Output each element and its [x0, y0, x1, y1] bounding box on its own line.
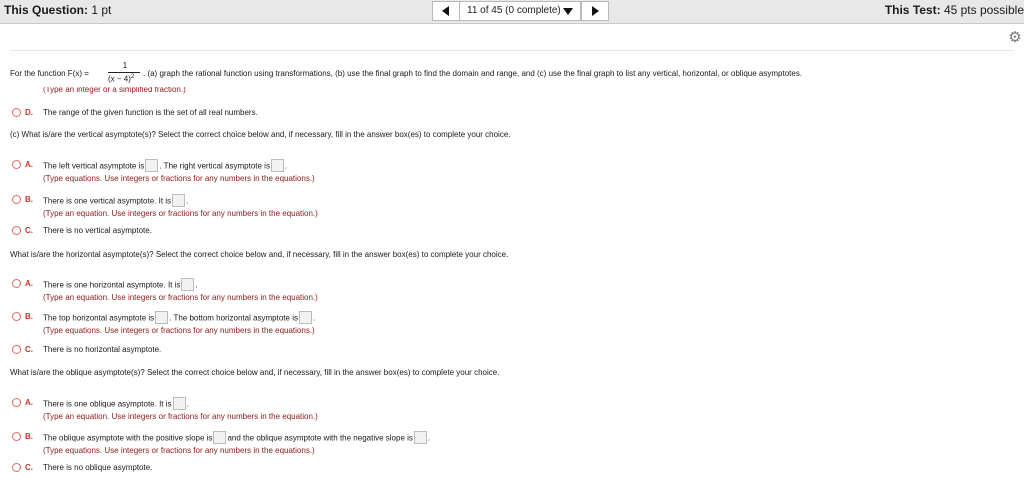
fraction-numerator: 1: [122, 61, 128, 70]
option-text: There is one oblique asymptote. It is .: [43, 398, 189, 411]
option-letter: C.: [25, 463, 33, 472]
dropdown-arrow-icon: [563, 8, 573, 15]
radio-vertical-b[interactable]: [12, 195, 21, 204]
option-text: There is one vertical asymptote. It is .: [43, 195, 188, 208]
option-text: The oblique asymptote with the positive slope is and the oblique asymptote with the negative slope is .: [43, 432, 430, 445]
radio-oblique-b[interactable]: [12, 432, 21, 441]
answer-hint: (Type equations. Use integers or fractions for any numbers in the equations.): [43, 326, 315, 335]
option-text: The left vertical asymptote is . The right vertical asymptote is .: [43, 160, 287, 173]
answer-hint-partial: (Type an integer or a simplified fraction.): [43, 87, 186, 94]
question-label: This Question:: [4, 3, 88, 17]
radio-horizontal-c[interactable]: [12, 345, 21, 354]
option-letter: B.: [25, 312, 33, 321]
fraction-bar: [108, 72, 140, 73]
radio-vertical-a[interactable]: [12, 160, 21, 169]
radio-range-d[interactable]: [12, 108, 21, 117]
option-text: There is no oblique asymptote.: [43, 463, 153, 472]
progress-text: 11 of 45 (0 complete): [467, 5, 561, 16]
fraction-denominator: $(x - 4)^2$: [108, 74, 135, 84]
vertical-asymptote-input[interactable]: [172, 194, 185, 207]
horizontal-asymptote-input[interactable]: [181, 278, 194, 291]
radio-vertical-c[interactable]: [12, 226, 21, 235]
option-letter: C.: [25, 226, 33, 235]
question-selector[interactable]: [459, 1, 581, 21]
previous-question-button[interactable]: [432, 1, 460, 21]
next-question-button[interactable]: [581, 1, 609, 21]
gear-icon[interactable]: ⚙: [1008, 29, 1022, 46]
option-letter: C.: [25, 345, 33, 354]
option-text: The range of the given function is the set of all real numbers.: [43, 108, 258, 117]
radio-oblique-c[interactable]: [12, 463, 21, 472]
vertical-asymptote-question: (c) What is/are the vertical asymptote(s)? Select the correct choice below and, if necessary, fill in the answer box(es) to complete your choice.: [10, 130, 511, 139]
option-text: There is no horizontal asymptote.: [43, 345, 162, 354]
prompt-lead: For the function F(x) =: [10, 69, 89, 78]
right-vertical-asymptote-input[interactable]: [271, 159, 284, 172]
positive-slope-asymptote-input[interactable]: [213, 431, 226, 444]
question-points-value: 1 pt: [91, 3, 112, 17]
radio-horizontal-b[interactable]: [12, 312, 21, 321]
option-letter: B.: [25, 432, 33, 441]
radio-horizontal-a[interactable]: [12, 279, 21, 288]
option-text: There is no vertical asymptote.: [43, 226, 152, 235]
answer-hint: (Type equations. Use integers or fractions for any numbers in the equations.): [43, 174, 315, 183]
prompt-text: . (a) graph the rational function using transformations, (b) use the final graph to find the domain and range, and (c) use the final graph to list any vertical, horizontal, or oblique asymptotes.: [143, 69, 803, 78]
answer-hint: (Type equations. Use integers or fractions for any numbers in the equations.): [43, 446, 315, 455]
arrow-right-icon: [592, 6, 599, 16]
arrow-left-icon: [442, 6, 449, 16]
option-letter: B.: [25, 195, 33, 204]
top-bar: [0, 0, 1024, 24]
option-letter: A.: [25, 160, 33, 169]
test-points-value: 45 pts possible: [943, 3, 1024, 17]
left-vertical-asymptote-input[interactable]: [145, 159, 158, 172]
negative-slope-asymptote-input[interactable]: [414, 431, 427, 444]
option-text: The top horizontal asymptote is . The bottom horizontal asymptote is .: [43, 312, 315, 325]
answer-hint: (Type an equation. Use integers or fractions for any numbers in the equation.): [43, 293, 318, 302]
option-text: There is one horizontal asymptote. It is .: [43, 279, 198, 292]
radio-oblique-a[interactable]: [12, 398, 21, 407]
top-horizontal-asymptote-input[interactable]: [155, 311, 168, 324]
divider: [10, 50, 1014, 51]
horizontal-asymptote-question: What is/are the horizontal asymptote(s)? Select the correct choice below and, if necessary, fill in the answer box(es) to complete your choice.: [10, 250, 509, 259]
oblique-asymptote-input[interactable]: [173, 397, 186, 410]
answer-hint: (Type an equation. Use integers or fractions for any numbers in the equation.): [43, 209, 318, 218]
option-letter: A.: [25, 279, 33, 288]
answer-hint: (Type an equation. Use integers or fractions for any numbers in the equation.): [43, 412, 318, 421]
option-letter: A.: [25, 398, 33, 407]
option-letter: D.: [25, 108, 33, 117]
question-points: [4, 3, 111, 17]
bottom-horizontal-asymptote-input[interactable]: [299, 311, 312, 324]
oblique-asymptote-question: What is/are the oblique asymptote(s)? Select the correct choice below and, if necessary, fill in the answer box(es) to complete your choice.: [10, 368, 500, 377]
test-label: This Test:: [884, 3, 941, 17]
function-fraction: [108, 61, 146, 85]
test-points: [885, 3, 1024, 17]
